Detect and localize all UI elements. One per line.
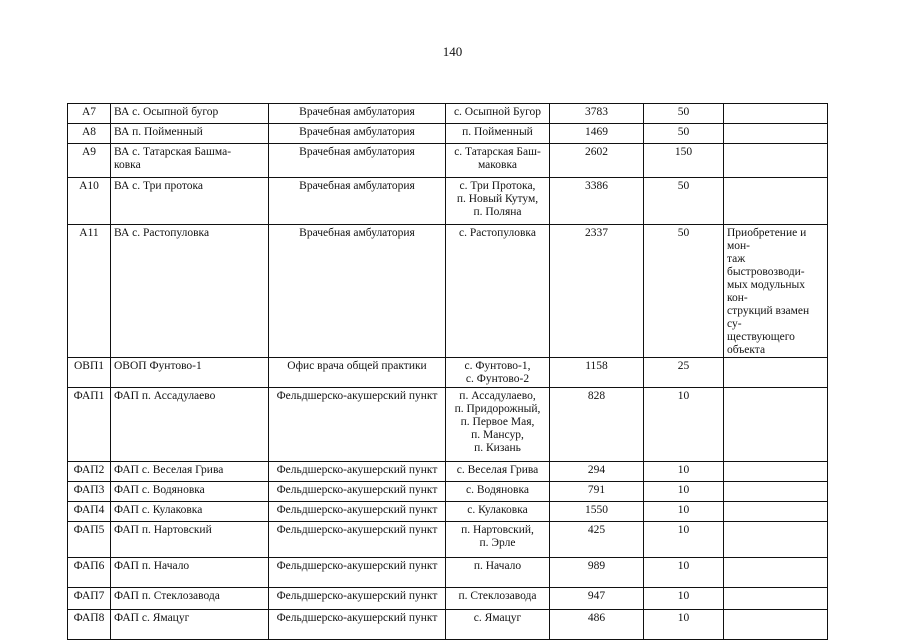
table-row — [68, 124, 828, 144]
facility-code-cell: А10 — [68, 178, 111, 225]
facility-type-cell: Врачебная амбулатория — [269, 124, 446, 144]
facility-type-cell: Врачебная амбулатория — [269, 144, 446, 178]
facility-name-cell: ВА с. Осыпной бугор — [111, 104, 269, 124]
population-cell: 486 — [550, 610, 644, 640]
facility-code-cell: ФАП2 — [68, 462, 111, 482]
location-cell: с. Растопуловка — [446, 225, 550, 358]
capacity-cell: 50 — [644, 104, 724, 124]
note-cell — [724, 144, 828, 178]
facility-name-cell: ВА п. Пойменный — [111, 124, 269, 144]
note-cell — [724, 588, 828, 610]
capacity-cell: 50 — [644, 178, 724, 225]
capacity-cell: 10 — [644, 588, 724, 610]
note-cell — [724, 610, 828, 640]
location-cell: п. Пойменный — [446, 124, 550, 144]
facility-type-cell: Врачебная амбулатория — [269, 225, 446, 358]
capacity-cell: 10 — [644, 388, 724, 462]
facility-type-cell: Врачебная амбулатория — [269, 178, 446, 225]
table-row — [68, 502, 828, 522]
population-cell: 294 — [550, 462, 644, 482]
capacity-cell: 10 — [644, 482, 724, 502]
capacity-cell: 10 — [644, 522, 724, 558]
population-cell: 989 — [550, 558, 644, 588]
note-cell — [724, 178, 828, 225]
population-cell: 1469 — [550, 124, 644, 144]
table-row — [68, 462, 828, 482]
table-row — [68, 225, 828, 358]
facility-type-cell: Фельдшерско-акушерский пункт — [269, 558, 446, 588]
population-cell: 2602 — [550, 144, 644, 178]
note-cell — [724, 462, 828, 482]
location-cell: с. Фунтово-1, с. Фунтово-2 — [446, 358, 550, 388]
table-row — [68, 388, 828, 462]
population-cell: 828 — [550, 388, 644, 462]
facility-code-cell: А9 — [68, 144, 111, 178]
facility-type-cell: Фельдшерско-акушерский пункт — [269, 388, 446, 462]
location-cell: с. Ямацуг — [446, 610, 550, 640]
note-cell — [724, 358, 828, 388]
note-cell — [724, 502, 828, 522]
table-row — [68, 558, 828, 588]
table-row — [68, 522, 828, 558]
facility-code-cell: А11 — [68, 225, 111, 358]
population-cell: 791 — [550, 482, 644, 502]
note-cell — [724, 388, 828, 462]
location-cell: с. Осыпной Бугор — [446, 104, 550, 124]
facility-name-cell: ВА с. Растопуловка — [111, 225, 269, 358]
facility-type-cell: Фельдшерско-акушерский пункт — [269, 482, 446, 502]
table-row — [68, 358, 828, 388]
location-cell: с. Веселая Грива — [446, 462, 550, 482]
capacity-cell: 10 — [644, 502, 724, 522]
facility-type-cell: Фельдшерско-акушерский пункт — [269, 522, 446, 558]
location-cell: п. Начало — [446, 558, 550, 588]
facility-type-cell: Врачебная амбулатория — [269, 104, 446, 124]
population-cell: 3386 — [550, 178, 644, 225]
population-cell: 2337 — [550, 225, 644, 358]
facility-name-cell: ФАП с. Водяновка — [111, 482, 269, 502]
facility-name-cell: ФАП с. Кулаковка — [111, 502, 269, 522]
location-cell: с. Три Протока, п. Новый Кутум, п. Поляна — [446, 178, 550, 225]
facility-name-cell: ФАП п. Стеклозавода — [111, 588, 269, 610]
table-row — [68, 482, 828, 502]
facility-name-cell: ФАП п. Начало — [111, 558, 269, 588]
location-cell: с. Водяновка — [446, 482, 550, 502]
location-cell: п. Нартовский, п. Эрле — [446, 522, 550, 558]
table-row — [68, 588, 828, 610]
table-row — [68, 178, 828, 225]
population-cell: 1158 — [550, 358, 644, 388]
facility-name-cell: ВА с. Три протока — [111, 178, 269, 225]
population-cell: 947 — [550, 588, 644, 610]
location-cell: с. Татарская Баш- маковка — [446, 144, 550, 178]
facility-code-cell: ФАП8 — [68, 610, 111, 640]
capacity-cell: 10 — [644, 462, 724, 482]
facility-type-cell: Фельдшерско-акушерский пункт — [269, 610, 446, 640]
facility-name-cell: ФАП с. Веселая Грива — [111, 462, 269, 482]
facility-name-cell: ФАП с. Ямацуг — [111, 610, 269, 640]
note-cell — [724, 558, 828, 588]
facility-type-cell: Офис врача общей практики — [269, 358, 446, 388]
facilities-table — [67, 103, 828, 640]
page-number: 140 — [442, 44, 463, 59]
location-cell: п. Ассадулаево, п. Придорожный, п. Первое Мая, п. Мансур, п. Кизань — [446, 388, 550, 462]
note-cell — [724, 522, 828, 558]
facility-type-cell: Фельдшерско-акушерский пункт — [269, 462, 446, 482]
capacity-cell: 50 — [644, 225, 724, 358]
population-cell: 3783 — [550, 104, 644, 124]
table-body — [68, 104, 828, 640]
table-row — [68, 610, 828, 640]
facility-code-cell: ФАП3 — [68, 482, 111, 502]
facility-code-cell: ОВП1 — [68, 358, 111, 388]
facility-code-cell: ФАП6 — [68, 558, 111, 588]
facility-type-cell: Фельдшерско-акушерский пункт — [269, 502, 446, 522]
table-row — [68, 144, 828, 178]
facility-code-cell: ФАП4 — [68, 502, 111, 522]
capacity-cell: 50 — [644, 124, 724, 144]
facility-code-cell: ФАП5 — [68, 522, 111, 558]
location-cell: п. Стеклозавода — [446, 588, 550, 610]
facility-name-cell: ВА с. Татарская Башма- ковка — [111, 144, 269, 178]
note-cell — [724, 124, 828, 144]
capacity-cell: 10 — [644, 610, 724, 640]
note-cell — [724, 104, 828, 124]
population-cell: 425 — [550, 522, 644, 558]
facility-name-cell: ФАП п. Ассадулаево — [111, 388, 269, 462]
facility-name-cell: ОВОП Фунтово-1 — [111, 358, 269, 388]
capacity-cell: 10 — [644, 558, 724, 588]
facility-code-cell: А7 — [68, 104, 111, 124]
location-cell: с. Кулаковка — [446, 502, 550, 522]
population-cell: 1550 — [550, 502, 644, 522]
note-cell — [724, 482, 828, 502]
facility-code-cell: ФАП7 — [68, 588, 111, 610]
table-row — [68, 104, 828, 124]
capacity-cell: 25 — [644, 358, 724, 388]
facility-type-cell: Фельдшерско-акушерский пункт — [269, 588, 446, 610]
facility-code-cell: ФАП1 — [68, 388, 111, 462]
capacity-cell: 150 — [644, 144, 724, 178]
note-cell: Приобретение и мон- таж быстровозводи- мых модульных кон- струкций взамен су- ществующего объекта — [724, 225, 828, 358]
facility-code-cell: А8 — [68, 124, 111, 144]
facility-name-cell: ФАП п. Нартовский — [111, 522, 269, 558]
